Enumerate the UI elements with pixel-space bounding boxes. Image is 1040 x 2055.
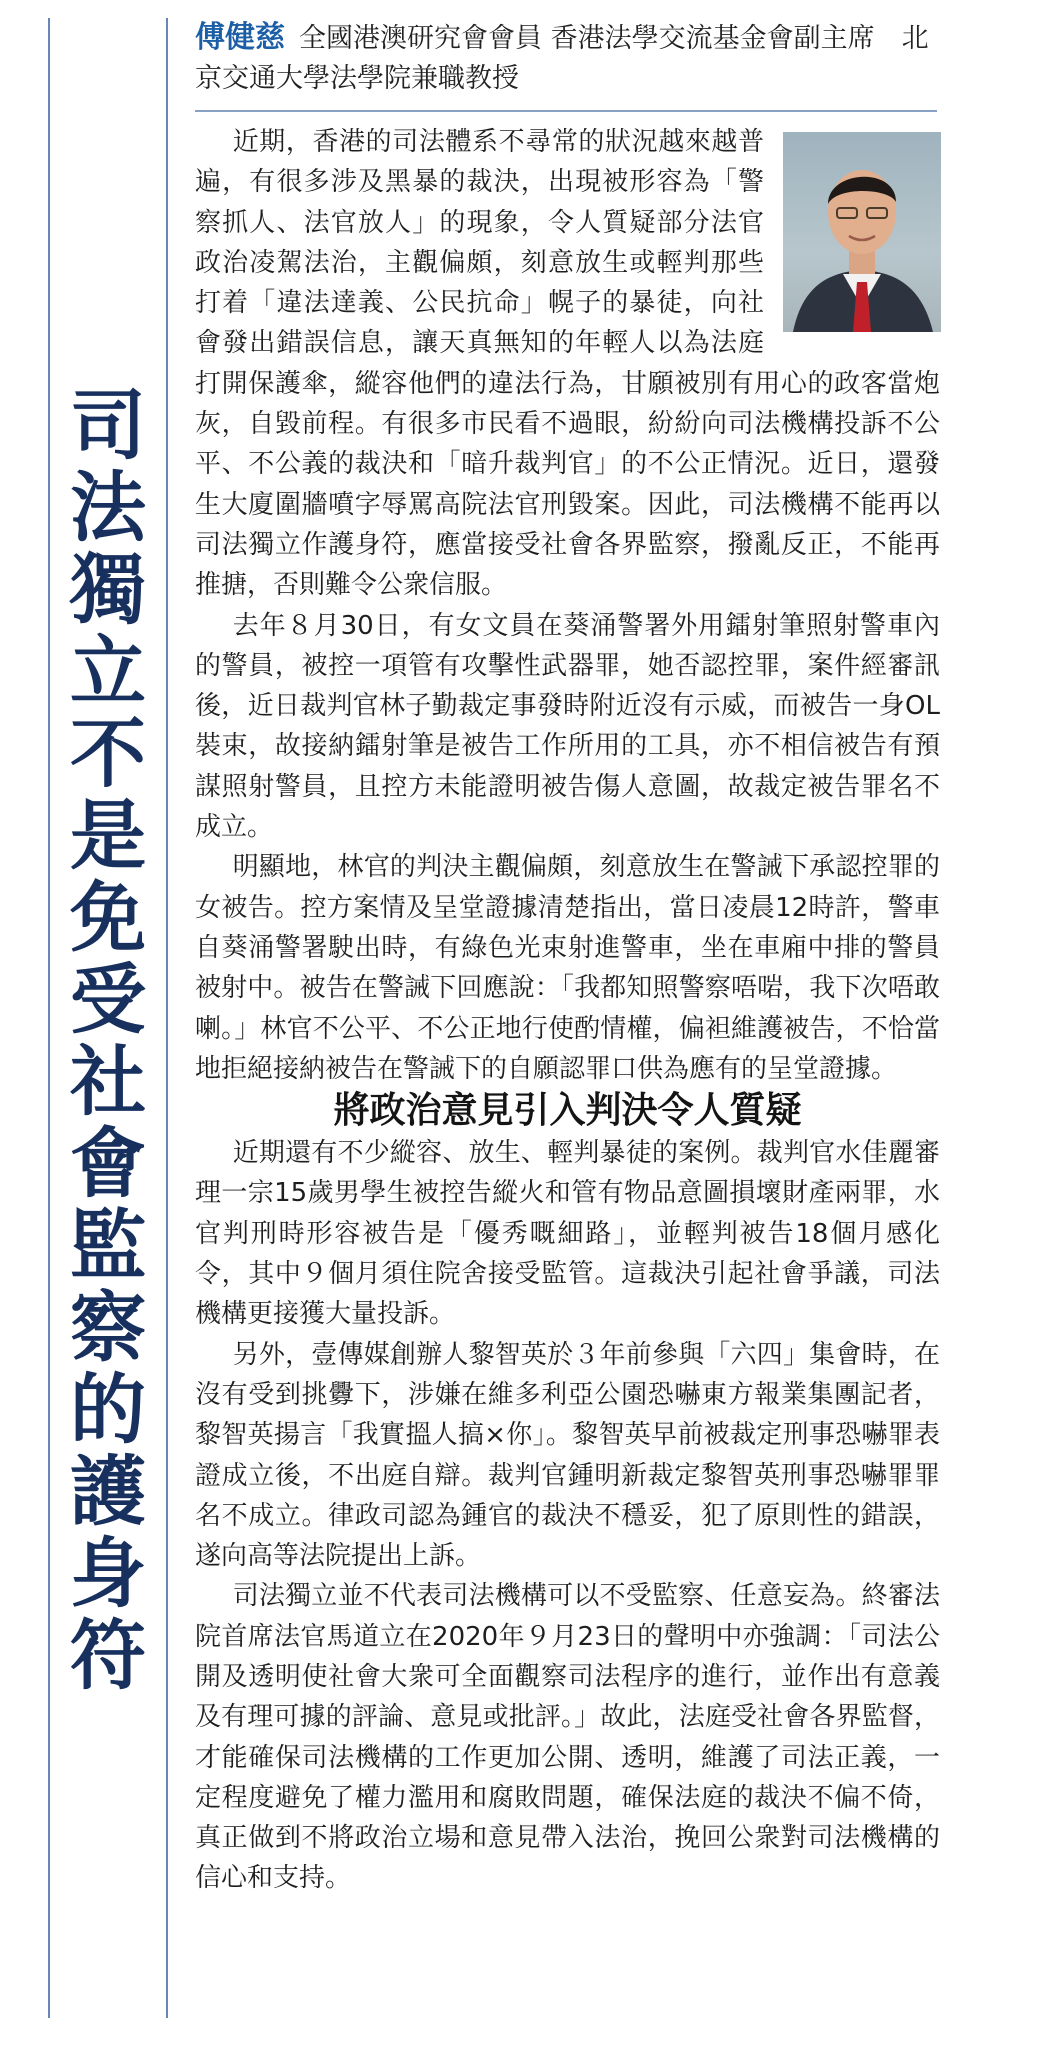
headline-char: 符 [70,1611,146,1700]
headline-char: 監 [70,1201,146,1290]
vertical-headline [62,381,154,1700]
article-paragraph-6: 司法獨立並不代表司法機構可以不受監察、任意妄為。終審法院首席法官馬道立在2020年９月23日的聲明中亦強調：「司法公開及透明使社會大衆可全面觀察司法程序的進行，並作出有意義及有理可據的評論、意見或批評。」故此，法庭受社會各界監督，才能確保司法機構的工作更加公開、透明，維護了司法正義，一定程度避免了權力濫用和腐敗問題，確保法庭的裁決不偏不倚，真正做到不將政治立場和意見帶入法治，挽回公衆對司法機構的信心和支持。 [195,1581,940,1894]
headline-char: 護 [70,1447,146,1536]
byline-rule [195,110,937,112]
author-name: 傅健慈 [195,20,285,55]
article-body [195,122,940,1899]
headline-char: 法 [70,463,146,552]
article-paragraph-2: 去年８月30日，有女文員在葵涌警署外用鐳射筆照射警車內的警員，被控一項管有攻擊性武器罪，她否認控罪，案件經審訊後，近日裁判官林子勤裁定事發時附近沒有示威，而被告一身OL裝束，故接納鐳射筆是被告工作所用的工具，亦不相信被告有預謀照射警員，且控方未能證明被告傷人意圖，故裁定被告罪名不成立。 [195,610,940,843]
author-titles: 全國港澳研究會會員 香港法學交流基金會副主席 北京交通大學法學院兼職教授 [195,23,929,94]
left-column-rule [48,18,50,2018]
headline-char: 不 [70,709,146,798]
article-paragraph-4: 近期還有不少縱容、放生、輕判暴徒的案例。裁判官水佳麗審理一宗15歲男學生被控告縱火和管有物品意圖損壞財產兩罪，水官判刑時形容被告是「優秀嘅細路」，並輕判被告18個月感化令，其中９個月須住院舍接受監管。這裁決引起社會爭議，司法機構更接獲大量投訴。 [195,1138,940,1330]
headline-char: 察 [70,1283,146,1372]
headline-char: 會 [70,1119,146,1208]
headline-char: 免 [70,873,146,962]
headline-char: 立 [70,627,146,716]
headline-char: 的 [70,1365,146,1454]
article-subheading: 將政治意見引入判決令人質疑 [333,1090,802,1132]
article-paragraph-5: 另外，壹傳媒創辦人黎智英於３年前參與「六四」集會時，在沒有受到挑釁下，涉嫌在維多利亞公園恐嚇東方報業集團記者，黎智英揚言「我實搵人搞×你」。黎智英早前被裁定刑事恐嚇罪表證成立後，不出庭自辯。裁判官鍾明新裁定黎智英刑事恐嚇罪罪名不成立。律政司認為鍾官的裁決不穩妥，犯了原則性的錯誤，遂向高等法院提出上訴。 [195,1339,940,1572]
article-paragraph-1: 近期，香港的司法體系不尋常的狀況越來越普遍，有很多涉及黑暴的裁決，出現被形容為「警察抓人、法官放人」的現象，令人質疑部分法官政治凌駕法治，主觀偏頗，刻意放生或輕判那些打着「違法達義、公民抗命」幌子的暴徒，向社會發出錯誤信息，讓天真無知的年輕人以為法庭打開保護傘，縱容他們的違法行為，甘願被別有用心的政客當炮灰，自毀前程。有很多市民看不過眼，紛紛向司法機構投訴不公平、不公義的裁決和「暗升裁判官」的不公正情況。近日，還發生大廈圍牆噴字辱罵高院法官刑毀案。因此，司法機構不能再以司法獨立作護身符，應當接受社會各界監察，撥亂反正，不能再推搪，否則難令公衆信服。 [195,127,940,601]
headline-char: 身 [70,1529,146,1618]
photo-wrap [774,122,940,358]
article-paragraph-3: 明顯地，林官的判決主觀偏頗，刻意放生在警誡下承認控罪的女被告。控方案情及呈堂證據清楚指出，當日凌晨12時許，警車自葵涌警署駛出時，有綠色光束射進警車，坐在車廂中排的警員被射中。被告在警誡下回應說：「我都知照警察唔啱，我下次唔敢喇。」林官不公平、不公正地行使酌情權，偏袒維護被告，不恰當地拒絕接納被告在警誡下的自願認罪口供為應有的呈堂證據。 [195,852,940,1084]
headline-char: 社 [70,1037,146,1126]
headline-char: 獨 [70,545,146,634]
headline-char: 是 [70,791,146,880]
headline-char: 司 [70,381,146,470]
byline [195,18,937,99]
headline-char: 受 [70,955,146,1044]
headline-column-rule [166,18,168,2018]
